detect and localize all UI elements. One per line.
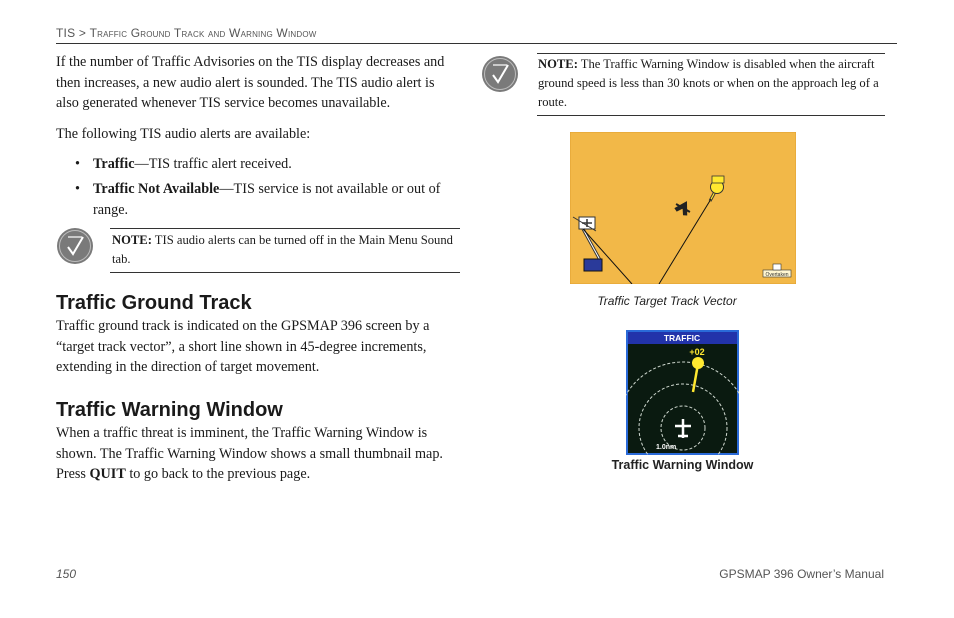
heading-traffic-ground-track: Traffic Ground Track: [56, 292, 252, 314]
para-text: When a traffic threat is imminent, the Traffic Warning Window is shown. The Traffic Warning Window shows a small thumbnail map. Press: [56, 425, 443, 482]
map-label-text: Overtaken: [765, 272, 789, 278]
bullet-term: Traffic: [93, 156, 135, 172]
paragraph-audio-alert: If the number of Traffic Advisories on the TIS display decreases and then increases, a new audio alert is sounded. The TIS audio alert is also generated whenever TIS service becomes unavailable.: [56, 54, 445, 111]
header-divider: [56, 43, 897, 44]
traffic-target-icon: [692, 357, 704, 369]
bullet-dot: •: [75, 181, 80, 197]
note-text: The Traffic Warning Window is disabled when the aircraft ground speed is less than 30 knots or when on the approach leg of a route.: [538, 57, 879, 109]
header-section: Traffic Ground Track and Warning Window: [89, 26, 317, 40]
bullet-term: Traffic Not Available: [93, 181, 220, 197]
range-label: 1.0nm: [656, 444, 677, 451]
traffic-altitude: +02: [689, 347, 705, 357]
para-text: to go back to the previous page.: [125, 466, 311, 482]
window-title: TRAFFIC: [663, 333, 701, 343]
manual-title: GPSMAP 396 Owner’s Manual: [719, 567, 884, 581]
paragraph-ground-track: Traffic ground track is indicated on the GPSMAP 396 screen by a “target track vector”, a short line shown in 45-degree increments, extending in the direction of target movement.: [56, 318, 430, 375]
paragraph-alerts-available: The following TIS audio alerts are available:: [56, 126, 311, 142]
traffic-warning-window-image: [626, 330, 739, 455]
bullet-desc: —TIS service is not available or out of range.: [93, 181, 441, 218]
paragraph-warning-window: [56, 423, 458, 485]
traffic-map-image: [570, 132, 796, 284]
bullet-dot: •: [75, 156, 80, 172]
header-prefix: TIS: [56, 26, 76, 40]
note-box: [537, 53, 885, 116]
note-label: NOTE:: [538, 57, 578, 71]
caption-track-vector: Traffic Target Track Vector: [597, 294, 737, 308]
header-separator: >: [78, 26, 87, 40]
running-header: [56, 26, 317, 40]
quit-key: QUIT: [89, 466, 126, 482]
note-icon: [481, 55, 519, 93]
note-text: TIS audio alerts can be turned off in the Main Menu Sound tab.: [112, 233, 453, 266]
heading-traffic-warning-window: Traffic Warning Window: [56, 399, 283, 421]
note-label: NOTE:: [112, 233, 152, 247]
bullet-item: [75, 179, 458, 220]
caption-warning-window: Traffic Warning Window: [611, 458, 754, 472]
note-box: [110, 228, 460, 273]
bullet-desc: —TIS traffic alert received.: [134, 156, 292, 172]
note-icon: [56, 227, 94, 265]
page-number: 150: [56, 567, 77, 581]
bullet-item: [75, 154, 458, 175]
